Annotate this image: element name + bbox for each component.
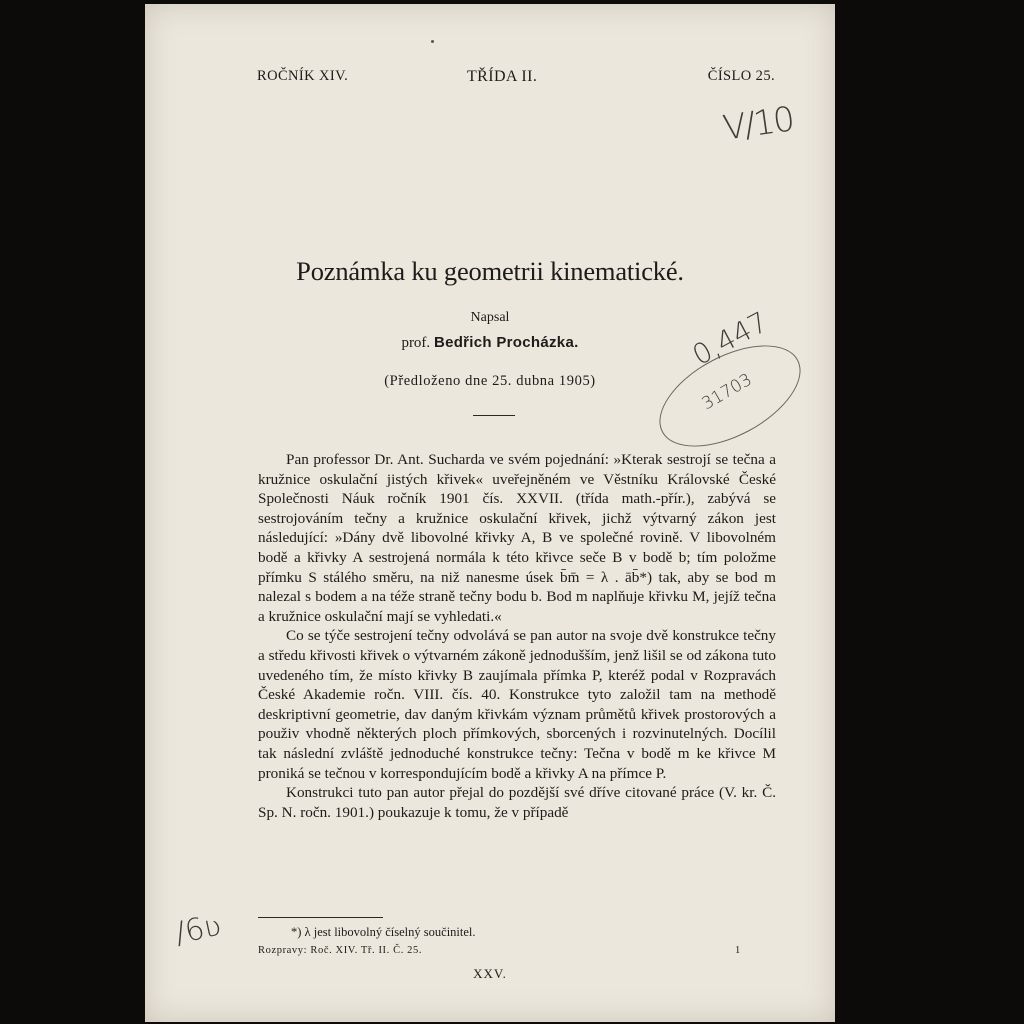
paragraph: Co se týče sestrojení tečny odvolává se pan autor na svoje dvě konstrukce tečny a středu křivosti křivek o výtvarném zákoně jednodušším, jenž lišil se od zákona tuto uvedeného tím, že místo křivky B zaujímala přímka P, kteréž podal v Rozpravách České Akademie ročn. VIII. čís. 40. Konstrukce tyto založil tam na methodě deskriptivní geometrie, dav daným křivkám význam průmětů křivek prostorových a použiv vhodně některých ploch přímkových, sborcených i rozvinutelných. Docílil tak následní zvláště jednoduché konstrukce tečny: Tečna v bodě m ke křivce M proniká se tečnou v korrespondujícím bodě a křivky A na přímce P. [258,627,776,782]
title-divider [473,415,515,416]
author-prefix: prof. [401,335,431,351]
header-volume: ROČNÍK XIV. [257,68,349,84]
footnote-divider [258,917,383,918]
handwritten-catalog-number: 31703 [698,369,756,415]
document-page [145,4,835,1022]
submission-date: (Předloženo dne 25. dubna 1905) [384,373,596,389]
paragraph: Pan professor Dr. Ant. Sucharda ve svém pojednání: »Kterak sestrojí se tečna a kružnice oskulační jistých křivek« uveřejněném ve Věstníku Královské České Společnosti Náuk ročník 1901 čís. XXVII. (třída math.-přír.), zabývá se sestrojováním tečny a kružnice oskulační křivek, jichž výtvarný zákon jest následující: »Dány dvě libovolné křivky A, B ve společné rovině. V libovolném bodě a křivky A sestrojená normála k této křivce seče B v bodě b; tím položme přímku S stálého směru, na niž nanesme úsek b̄m̄ = λ . āb̄*) tak, aby se bod m nalezal s bodem a na téže straně tečny bodu b. Bod m naplňuje křivku M, jejíž tečna a kružnice oskulační mají se vyhledati.« [258,451,776,625]
author-name: Bedřich Procházka. [433,334,579,351]
paragraph: Konstrukci tuto pan autor přejal do pozdější své dříve citované práce (V. kr. Č. Sp. N. ročn. 1901.) poukazuje k tomu, že v případě [258,784,776,821]
signature-mark: XXV. [473,966,507,981]
speck [431,40,434,43]
footnote: *) λ jest libovolný číselný součinitel. [291,925,476,939]
author-line [145,334,835,352]
footer-page-number: 1 [735,945,741,956]
byline-label: Napsal [470,310,510,325]
header-class: TŘÍDA II. [467,68,538,85]
handwritten-price: 0,447 [686,305,774,372]
handwritten-note-top: V/10 [720,99,796,149]
article-title: Poznámka ku geometrii kinematické. [296,256,684,286]
handwritten-note-bottom: /6ʋ [171,907,226,952]
article-body [258,450,776,822]
header-number: ČÍSLO 25. [707,68,775,84]
footer-citation: Rozpravy: Roč. XIV. Tř. II. Č. 25. [258,945,423,956]
